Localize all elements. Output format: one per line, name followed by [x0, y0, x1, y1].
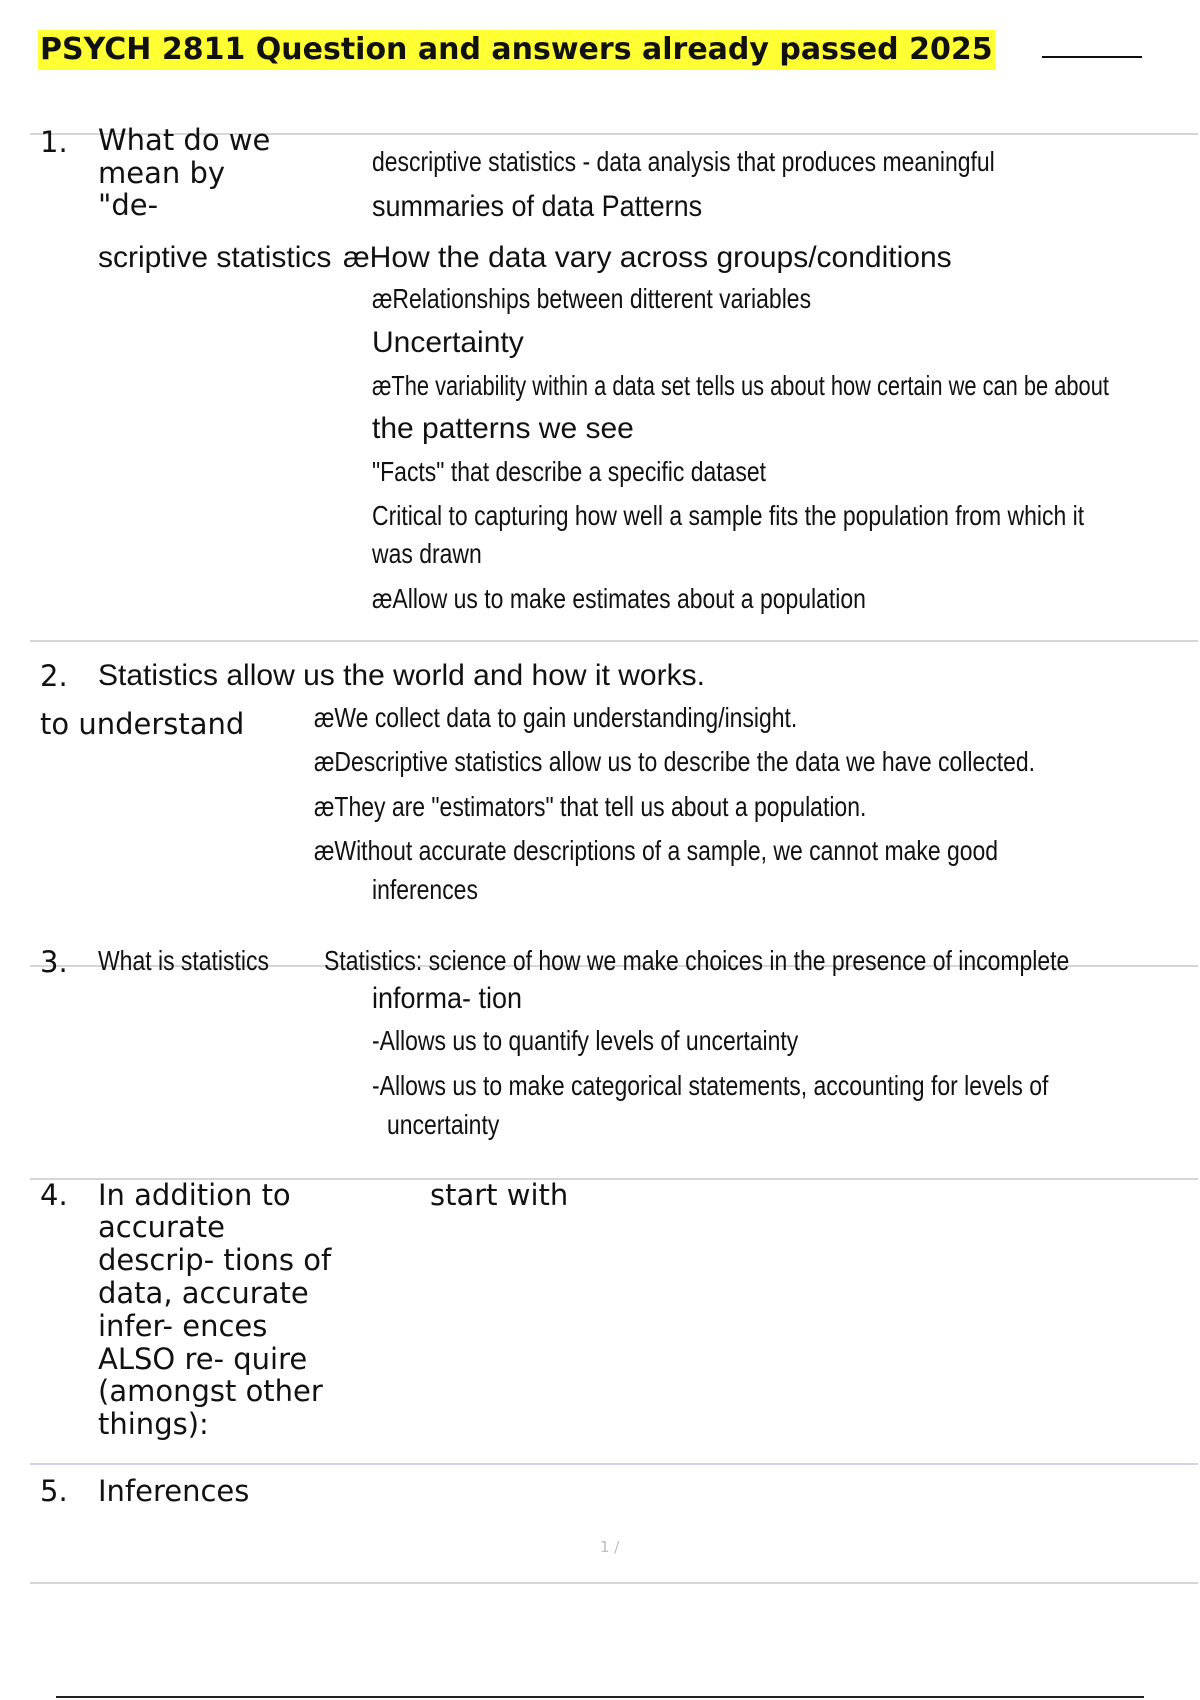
answer-line: descriptive statistics - data analysis that produces meaningful: [372, 146, 995, 177]
question-text-line: ALSO re- quire: [98, 1342, 308, 1376]
answer-line: was drawn: [372, 538, 482, 569]
answer-line: informa- tion: [372, 982, 523, 1015]
question-text-line: infer- ences: [98, 1309, 268, 1343]
question-number: 5.: [40, 1474, 68, 1508]
title-underline: [1042, 56, 1142, 58]
divider: [30, 1582, 1198, 1584]
divider: [30, 640, 1198, 642]
divider: [30, 1463, 1198, 1465]
question-text-line: things):: [98, 1407, 209, 1441]
answer-line: "Facts" that describe a specific dataset: [372, 456, 767, 487]
answer-line: æThe variability within a data set tells us about how certain we can be about: [372, 370, 1109, 401]
question-text-line: (amongst other: [98, 1374, 323, 1408]
answer-line: æDescriptive statistics allow us to describe the data we have collected.: [314, 746, 1036, 777]
answer-line: Critical to capturing how well a sample fits the population from which it: [372, 500, 1085, 531]
answer-line: æWe collect data to gain understanding/insight.: [314, 702, 798, 733]
answer-line: the patterns we see: [372, 412, 634, 445]
answer-line: æHow the data vary across groups/conditions: [343, 241, 952, 274]
question-text-line: mean by: [98, 156, 226, 190]
answer-line: summaries of data Patterns: [372, 190, 703, 223]
question-text-line: Inferences: [98, 1474, 250, 1508]
page-number: 1 /: [600, 1538, 620, 1556]
answer-line: start with: [430, 1178, 569, 1212]
question-text-line: data, accurate: [98, 1276, 309, 1310]
answer-line: uncertainty: [387, 1109, 500, 1140]
answer-line: Statistics: science of how we make choices in the presence of incomplete: [324, 945, 1070, 976]
answer-line: Uncertainty: [372, 326, 524, 359]
question-text-line: Statistics allow us the world and how it works.: [98, 659, 705, 692]
question-number: 1.: [40, 125, 68, 159]
question-text-line: What is statistics: [98, 945, 269, 976]
answer-line: æWithout accurate descriptions of a sample, we cannot make good: [314, 835, 999, 866]
question-text-line: accurate: [98, 1210, 225, 1244]
question-number: 4.: [40, 1178, 68, 1212]
question-text-line: to understand: [40, 707, 245, 741]
question-number: 2.: [40, 659, 68, 693]
answer-line: æAllow us to make estimates about a population: [372, 583, 866, 614]
page-bottom-rule: [56, 1696, 1144, 1698]
answer-line: -Allows us to make categorical statements, accounting for levels of: [372, 1070, 1049, 1101]
document-title: PSYCH 2811 Question and answers already passed 2025: [38, 30, 995, 70]
question-text-line: In addition to: [98, 1178, 291, 1212]
question-text-line: "de-: [98, 188, 159, 222]
answer-line: inferences: [372, 874, 478, 905]
question-text-line: What do we: [98, 123, 271, 157]
question-text-line: scriptive statistics: [98, 241, 332, 274]
question-number: 3.: [40, 945, 68, 979]
question-text-line: descrip- tions of: [98, 1243, 332, 1277]
answer-line: æRelationships between ditterent variables: [372, 283, 812, 314]
answer-line: æThey are "estimators" that tell us about a population.: [314, 791, 867, 822]
answer-line: -Allows us to quantify levels of uncertainty: [372, 1025, 799, 1056]
